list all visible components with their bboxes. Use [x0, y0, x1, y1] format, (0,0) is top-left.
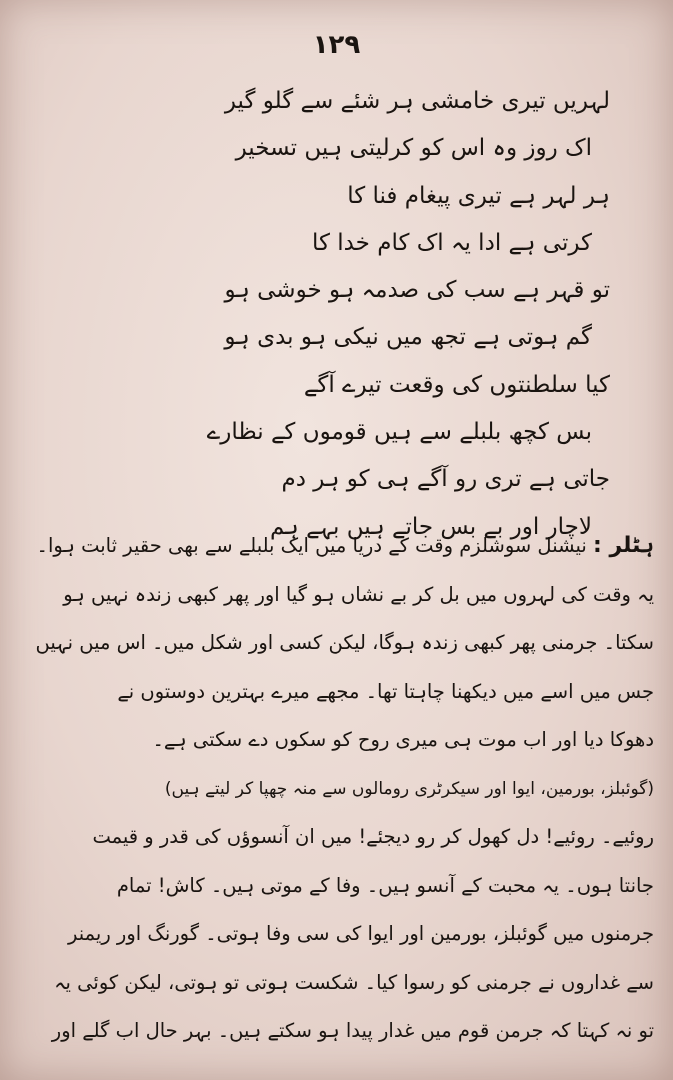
verse-line: ہر لہر ہے تیری پیغام فنا کا [347, 182, 610, 209]
prose-dialogue [24, 522, 654, 1056]
verse-line: بس کچھ بلبلے سے ہیں قوموں کے نظارے [206, 419, 592, 446]
speaker-label: ہٹلر : [593, 533, 654, 558]
verse-line: لہریں تیری خامشی ہر شئے سے گلو گیر [224, 88, 610, 114]
verse-line: کرتی ہے ادا یہ اک کام خدا کا [311, 229, 592, 256]
prose-line: یہ وقت کی لہروں میں بل کر بے نشاں ہو گیا اور پھر کبھی زندہ نہیں ہو [63, 582, 654, 606]
prose-line: دھوکا دیا اور اب موت ہی میری روح کو سکوں دے سکتی ہے۔ [152, 728, 654, 751]
verse-line: اک روز وہ اس کو کرلیتی ہیں تسخیر [235, 135, 592, 162]
stage-direction: (گوئبلز، بورمین، ایوا اور سیکرٹری رومالوں سے منہ چھپا کر لیتے ہیں) [164, 778, 654, 799]
prose-line: سکتا۔ جرمنی پھر کبھی زندہ ہوگا، لیکن کسی اور شکل میں۔ اس میں نہیں [35, 631, 654, 654]
prose-line: روئیے۔ روئیے! دل کھول کر رو دیجئے! میں ان آنسوؤں کی قدر و قیمت [92, 825, 654, 848]
prose-text: نیشنل سوشلزم وقت کے دریا میں ایک بلبلے سے بھی حقیر ثابت ہوا۔ [36, 534, 587, 557]
page-number: ۱۲۹ [312, 30, 361, 60]
prose-line [24, 522, 654, 571]
verse-line: جاتی ہے تری رو آگے ہی کو ہر دم [281, 466, 610, 493]
verse-line: گم ہوتی ہے تجھ میں نیکی ہو بدی ہو [224, 324, 592, 351]
prose-line: جرمنوں میں گوئبلز، بورمین اور ایوا کی سی وفا ہوتی۔ گورنگ اور ریمنر [67, 922, 654, 945]
verse-line: تو قہر ہے سب کی صدمہ ہو خوشی ہو [224, 277, 610, 304]
prose-line: سے غداروں نے جرمنی کو رسوا کیا۔ شکست ہوتی تو ہوتی، لیکن کوئی یہ [54, 970, 654, 994]
verse-line: لاچار اور بے بس جاتے ہیں بہے ہم [270, 513, 592, 540]
verse-line: کیا سلطنتوں کی وقعت تیرے آگے [303, 371, 610, 398]
prose-line: جانتا ہوں۔ یہ محبت کے آنسو ہیں۔ وفا کے موتی ہیں۔ کاش! تمام [116, 873, 654, 897]
prose-line: تو نہ کہتا کہ جرمن قوم میں غدار پیدا ہو سکتے ہیں۔ بہر حال اب گلے اور [51, 1019, 654, 1042]
prose-line: جس میں اسے میں دیکھنا چاہتا تھا۔ مجھے میرے بہترین دوستوں نے [117, 679, 654, 703]
poem [70, 78, 610, 551]
